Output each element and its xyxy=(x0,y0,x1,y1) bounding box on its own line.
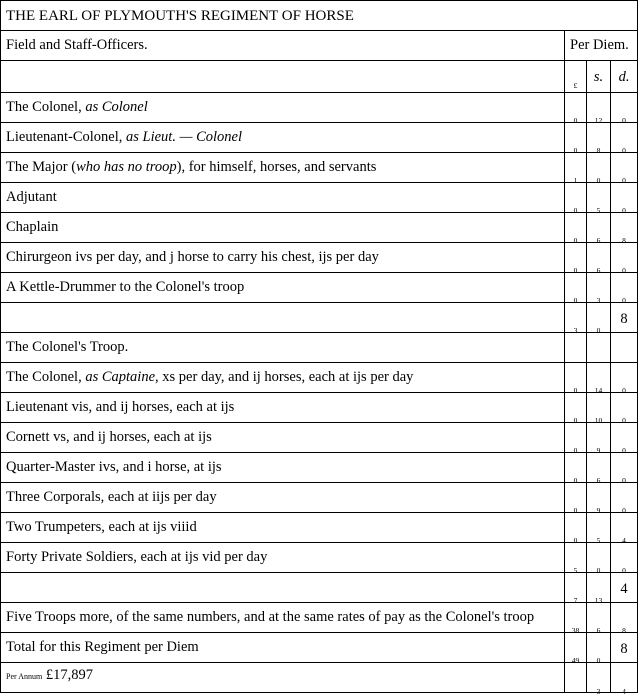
table-row xyxy=(0,242,638,275)
amount-pounds: 0 xyxy=(573,536,578,545)
table-row xyxy=(0,452,638,485)
table-title: THE EARL OF PLYMOUTH'S REGIMENT OF HORSE xyxy=(6,8,354,24)
table-bottom-border xyxy=(0,692,638,693)
row-label: Chaplain xyxy=(6,219,59,235)
amount-pence: 0 xyxy=(622,566,626,575)
amount-pounds: 0 xyxy=(573,446,578,455)
amount-pence: 0 xyxy=(622,116,626,125)
amount-pounds: 0 xyxy=(573,506,578,515)
row-label: Three Corporals, each at iijs per day xyxy=(6,489,217,505)
row-label: A Kettle-Drummer to the Colonel's troop xyxy=(6,279,245,295)
amount-pence: 0 xyxy=(622,446,626,455)
amount-shillings: 13 xyxy=(594,596,603,605)
table-row xyxy=(0,602,638,635)
row-label: Lieutenant vis, and ij horses, each at ijs xyxy=(6,399,235,415)
row-label: Total for this Regiment per Diem xyxy=(6,639,199,655)
amount-pounds: 0 xyxy=(573,146,578,155)
row-label: Two Trumpeters, each at ijs viiid xyxy=(6,519,197,535)
amount-pounds: 5 xyxy=(573,566,578,575)
amount-shillings: 9 xyxy=(596,506,601,515)
header-row xyxy=(0,30,638,60)
table-row xyxy=(0,512,638,545)
amount-pence: 0 xyxy=(622,386,626,395)
table-row xyxy=(0,542,638,575)
table-row xyxy=(0,92,638,125)
table-row xyxy=(0,182,638,215)
amount-shillings: 0 xyxy=(596,566,601,575)
row-label-italic: as Lieut. — Colonel xyxy=(126,129,243,145)
row-label-italic: who has no troop xyxy=(76,159,177,175)
amount-pounds: 0 xyxy=(573,236,578,245)
row-label xyxy=(6,129,242,146)
row-label-italic: as Colonel xyxy=(85,99,148,115)
amount-pounds: 0 xyxy=(573,116,578,125)
row-label xyxy=(6,369,413,386)
pence-column-label: d. xyxy=(618,69,630,85)
row-label-part: The Colonel, xyxy=(6,99,86,115)
row-label-part: The Colonel, xyxy=(6,369,86,385)
amount-pence: 8 xyxy=(620,311,628,327)
amount-pounds: 0 xyxy=(573,296,578,305)
amount-shillings: 0 xyxy=(596,326,601,335)
amount-shillings: 6 xyxy=(596,266,601,275)
table-row xyxy=(0,482,638,515)
amount-pence: 0 xyxy=(622,416,626,425)
per-annum-row xyxy=(0,662,638,696)
per-annum-value: £17,897 xyxy=(45,667,93,683)
table-row xyxy=(0,212,638,245)
amount-pounds: 0 xyxy=(573,476,578,485)
title-row xyxy=(0,0,638,30)
row-label: Cornett vs, and ij horses, each at ijs xyxy=(6,429,212,445)
amount-pence: 0 xyxy=(622,176,626,185)
row-label-part: The Major ( xyxy=(6,159,77,175)
amount-pounds: 1 xyxy=(573,176,578,185)
table-row xyxy=(0,152,638,185)
amount-shillings: 8 xyxy=(596,146,601,155)
per-annum-label: Per Annum xyxy=(6,672,43,681)
row-label-part: , xs per day, and ij horses, each at ijs per day xyxy=(155,369,414,385)
section-heading: Field and Staff-Officers. xyxy=(6,37,148,53)
table-row xyxy=(0,272,638,305)
amount-pence: 0 xyxy=(622,296,626,305)
pounds-column-label: £ xyxy=(573,81,578,90)
amount-shillings: 6 xyxy=(596,626,601,635)
row-label: The Colonel's Troop. xyxy=(6,339,129,355)
amount-shillings: 6 xyxy=(596,236,601,245)
amount-pence: 0 xyxy=(622,266,626,275)
amount-pounds: 0 xyxy=(573,266,578,275)
subtotal-row xyxy=(0,302,638,335)
units-row xyxy=(0,60,638,92)
amount-pence: 8 xyxy=(622,626,626,635)
row-label: Five Troops more, of the same numbers, and at the same rates of pay as the Colonel's troop xyxy=(6,609,535,625)
table-row xyxy=(0,122,638,155)
subtotal-row xyxy=(0,572,638,605)
amount-pounds: 3 xyxy=(573,326,578,335)
amount-pounds: 49 xyxy=(571,656,580,665)
amount-pence: 0 xyxy=(622,206,626,215)
table-row xyxy=(0,392,638,425)
per-annum-pence: 4 xyxy=(622,687,626,696)
amount-pounds: 0 xyxy=(573,416,578,425)
per-diem-heading: Per Diem. xyxy=(570,37,629,53)
amount-pence: 4 xyxy=(620,581,628,597)
per-annum-shillings: 3 xyxy=(596,687,601,696)
table-row xyxy=(0,362,638,395)
shillings-column-label: s. xyxy=(593,69,604,85)
row-label: Quarter-Master ivs, and i horse, at ijs xyxy=(6,459,222,475)
amount-pence: 0 xyxy=(622,506,626,515)
row-label xyxy=(6,159,376,176)
row-label: Chirurgeon ivs per day, and j horse to carry his chest, ijs per day xyxy=(6,249,379,265)
amount-pence: 4 xyxy=(622,536,626,545)
table-row xyxy=(0,422,638,455)
amount-shillings: 6 xyxy=(596,476,601,485)
amount-pence: 0 xyxy=(622,476,626,485)
row-label-italic: as Captaine xyxy=(85,369,156,385)
amount-shillings: 12 xyxy=(594,116,603,125)
amount-shillings: 9 xyxy=(596,446,601,455)
amount-pence: 8 xyxy=(622,236,626,245)
table-row xyxy=(0,632,638,665)
amount-pounds: 7 xyxy=(573,596,578,605)
amount-shillings: 0 xyxy=(596,656,601,665)
row-label-part: Lieutenant-Colonel, xyxy=(6,129,126,145)
table-row xyxy=(0,332,638,362)
amount-pence: 0 xyxy=(622,146,626,155)
amount-shillings: 3 xyxy=(596,296,601,305)
amount-pounds: 0 xyxy=(573,386,578,395)
amount-shillings: 10 xyxy=(594,416,603,425)
row-label xyxy=(6,99,148,116)
row-label-part: ), for himself, horses, and servants xyxy=(176,159,377,175)
row-label: Adjutant xyxy=(6,189,57,205)
amount-shillings: 5 xyxy=(596,206,601,215)
amount-shillings: 0 xyxy=(596,176,601,185)
amount-shillings: 14 xyxy=(594,386,603,395)
amount-pounds: 38 xyxy=(571,626,580,635)
row-label: Forty Private Soldiers, each at ijs vid per day xyxy=(6,549,268,565)
amount-pounds: 0 xyxy=(573,206,578,215)
amount-shillings: 5 xyxy=(596,536,601,545)
amount-pence: 8 xyxy=(620,641,628,657)
